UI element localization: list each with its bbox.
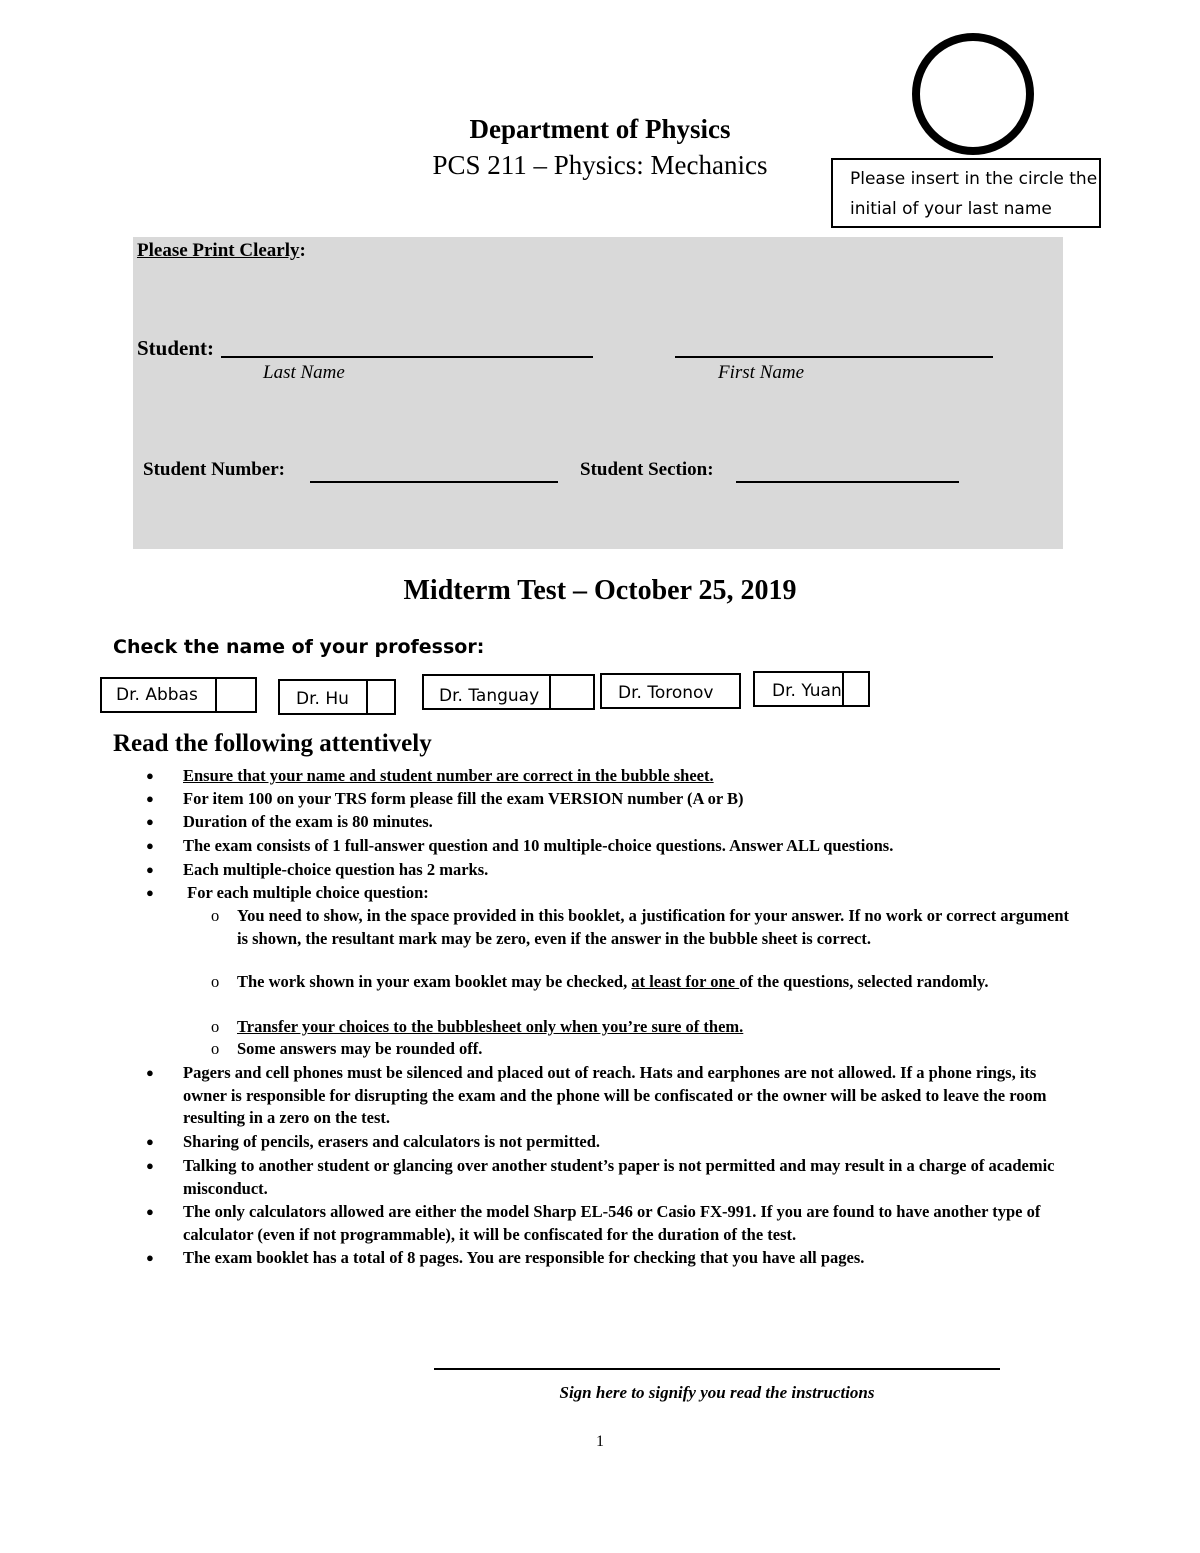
professor-name: Dr. Hu <box>296 689 349 709</box>
circle-instruction-box: Please insert in the circle the initial of your last name <box>831 158 1101 228</box>
instruction-text: Pagers and cell phones must be silenced and placed out of reach. Hats and earphones are not allowed. If a phone rings, its owner is responsible for disrupting the exam and the phone will be confiscated or the owner will be asked to leave the room resulting in a zero on the test. <box>183 1063 1047 1127</box>
bullet: ● <box>146 1065 154 1080</box>
professor-name: Dr. Tanguay <box>439 686 540 706</box>
last-name-line[interactable] <box>221 356 593 358</box>
instruction-sub-item <box>211 905 1077 950</box>
bullet: ● <box>146 1158 154 1173</box>
bullet: ● <box>146 768 154 783</box>
instruction-text: Each multiple-choice question has 2 marks. <box>183 860 489 879</box>
bullet: ● <box>146 791 154 806</box>
sub-bullet: o <box>211 972 220 991</box>
first-name-line[interactable] <box>675 356 993 358</box>
instruction-text: You need to show, in the space provided in this booklet, a justification for your answer. If no work or correct argument is shown, the resultant mark may be zero, even if the answer in the bubble sheet is correct. <box>237 906 1070 948</box>
instruction-item <box>146 788 1063 811</box>
instruction-sub-item <box>211 971 1077 994</box>
instruction-sub-item <box>211 1038 1077 1061</box>
student-number-label: Student Number: <box>143 459 285 480</box>
student-info-box <box>133 237 1063 549</box>
sub-bullet: o <box>211 1039 220 1058</box>
print-clearly-text: Please Print Clearly <box>137 240 300 261</box>
bullet: ● <box>146 838 154 853</box>
sub-bullet: o <box>211 1017 220 1036</box>
instruction-item <box>146 1131 1063 1154</box>
professor-checkbox-hu[interactable] <box>366 679 396 715</box>
instructions-heading: Read the following attentively <box>113 730 432 757</box>
professor-option-yuan <box>753 671 870 707</box>
instruction-text: Duration of the exam is 80 minutes. <box>183 812 433 831</box>
signature-caption: Sign here to signify you read the instructions <box>559 1383 875 1402</box>
professor-checkbox-tanguay[interactable] <box>549 674 595 710</box>
professor-option-abbas <box>100 677 257 713</box>
bullet: ● <box>146 1134 154 1149</box>
instruction-text: The only calculators allowed are either the model Sharp EL-546 or Casio FX-991. If you are found to have another type of calculator (even if not programmable), it will be confiscated for the duration of the test. <box>183 1202 1041 1244</box>
instruction-text: Ensure that your name and student number are correct in the bubble sheet. <box>183 766 714 785</box>
instruction-text: For each multiple choice question: <box>183 883 429 902</box>
professor-checkbox-abbas[interactable] <box>215 677 257 713</box>
instruction-text: Talking to another student or glancing over another student’s paper is not permitted and may result in a charge of academic misconduct. <box>183 1156 1055 1198</box>
instruction-text: of the questions, selected randomly. <box>739 972 989 991</box>
student-number-line[interactable] <box>310 481 558 483</box>
test-title: Midterm Test – October 25, 2019 <box>403 575 797 606</box>
professor-name: Dr. Yuan <box>772 681 842 701</box>
instruction-item <box>146 1247 1063 1270</box>
professor-option-hu <box>278 679 396 715</box>
signature-line[interactable] <box>434 1368 1000 1370</box>
instruction-item <box>146 1062 1073 1130</box>
instruction-text: The exam consists of 1 full-answer question and 10 multiple-choice questions. Answer ALL questions. <box>183 836 894 855</box>
instruction-item <box>146 1201 1073 1246</box>
instruction-text-underlined: Transfer your choices to the bubblesheet only when you’re sure of them. <box>237 1017 744 1036</box>
professor-prompt: Check the name of your professor: <box>113 636 485 658</box>
bullet: ● <box>146 1250 154 1265</box>
instruction-item <box>146 882 1063 905</box>
professor-option-tanguay <box>422 674 595 710</box>
print-clearly-colon: : <box>299 240 306 261</box>
instruction-item <box>146 1155 1063 1200</box>
professor-name: Dr. Toronov <box>618 683 714 703</box>
course-title: PCS 211 – Physics: Mechanics <box>432 150 768 180</box>
professor-checkbox-yuan[interactable] <box>842 671 870 707</box>
instruction-text: Some answers may be rounded off. <box>237 1039 483 1058</box>
first-name-caption: First Name <box>718 362 805 383</box>
instruction-text: The work shown in your exam booklet may be checked, <box>237 972 632 991</box>
student-section-label: Student Section: <box>580 459 714 480</box>
instruction-text: The exam booklet has a total of 8 pages. You are responsible for checking that you have all pages. <box>183 1248 865 1267</box>
bullet: ● <box>146 862 154 877</box>
department-title: Department of Physics <box>469 114 731 144</box>
bullet: ● <box>146 1204 154 1219</box>
instruction-text: Sharing of pencils, erasers and calculators is not permitted. <box>183 1132 601 1151</box>
print-clearly-heading <box>137 240 306 262</box>
instruction-item <box>146 811 1063 834</box>
instruction-item <box>146 765 1063 788</box>
professor-option-toronov <box>600 673 741 709</box>
student-section-line[interactable] <box>736 481 959 483</box>
professor-name: Dr. Abbas <box>116 685 198 705</box>
instruction-text-underlined: at least for one <box>631 972 740 991</box>
student-label: Student: <box>137 336 215 360</box>
instruction-text: For item 100 on your TRS form please fill the exam VERSION number (A or B) <box>183 789 744 808</box>
bullet: ● <box>146 814 154 829</box>
bullet: ● <box>146 885 154 900</box>
instruction-item <box>146 835 1063 858</box>
instruction-sub-item <box>211 1016 1077 1039</box>
instruction-item <box>146 859 1063 882</box>
page-number: 1 <box>596 1433 604 1450</box>
last-name-caption: Last Name <box>263 362 345 383</box>
sub-bullet: o <box>211 906 220 925</box>
